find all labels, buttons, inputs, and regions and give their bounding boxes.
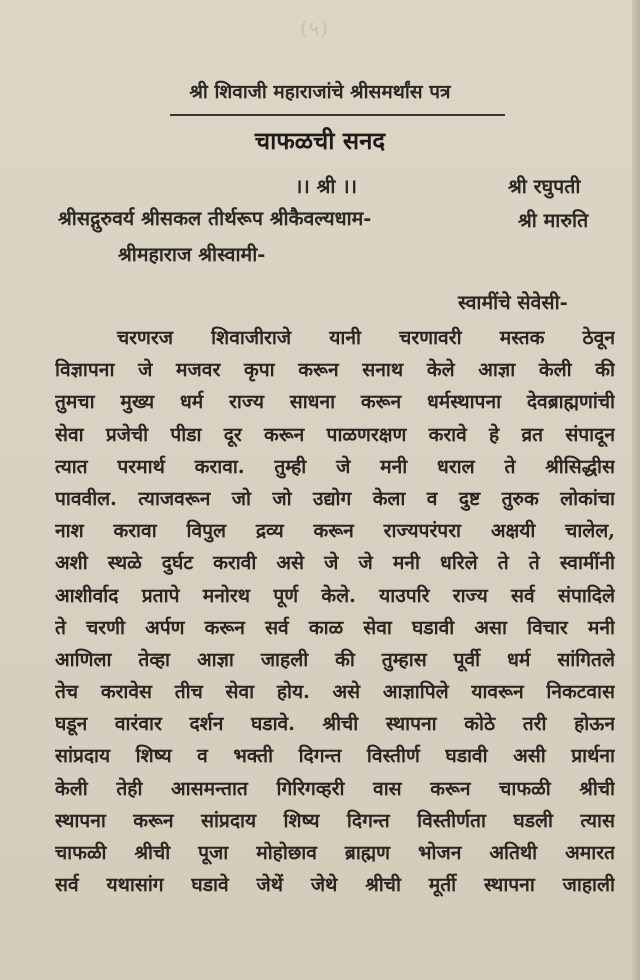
body-line: घडून वारंवार दर्शन घडावे. श्रीची स्थापना कोठे तरी होऊन bbox=[55, 712, 615, 736]
body-line: केली तेही आसमन्तात गिरिगव्हरी वास करून चाफळी श्रीची bbox=[55, 776, 615, 800]
invocation-right-1: श्री रघुपती bbox=[508, 175, 581, 198]
body-line: तुमचा मुख्य धर्म राज्य साधना करून धर्मस्थापना देवब्राह्मणांची bbox=[55, 390, 615, 414]
body-line: त्यात परमार्थ करावा. तुम्ही जे मनी धराल ते श्रीसिद्धीस bbox=[55, 454, 615, 478]
body-line: सांप्रदाय शिष्य व भक्ती दिगन्त विस्तीर्ण घडावी असी प्रार्थना bbox=[55, 744, 615, 768]
body-line: चाफळी श्रीची पूजा मोहोछाव ब्राह्मण भोजन अतिथी अमारत bbox=[55, 841, 615, 864]
body-line: विज्ञापना जे मजवर कृपा करून सनाथ केले आज्ञा केली की bbox=[55, 358, 615, 382]
body-line: सर्व यथासांग घडावे जेथें जेथे श्रीची मूर्ती स्थापना जाहाली bbox=[55, 873, 615, 897]
body-line: अशी स्थळे दुर्घट करावी असे जे जे मनी धरिले ते ते स्वामींनी bbox=[55, 551, 615, 575]
document-title: चाफळची सनद bbox=[254, 126, 386, 155]
body-line: ते चरणी अर्पण करून सर्व काळ सेवा घडावी असा विचार मनी bbox=[55, 615, 615, 639]
address-line-2: श्रीमहाराज श्रीस्वामी- bbox=[118, 243, 266, 266]
body-line: सेवा प्रजेची पीडा दूर करून पाळणरक्षण करावे हे व्रत संपादून bbox=[55, 422, 615, 446]
body-line: नाश करावा विपुल द्रव्य करून राज्यपरंपरा अक्षयी चालेल, bbox=[55, 519, 615, 543]
invocation-center: ।। श्री ।। bbox=[295, 175, 357, 198]
body-line: आशीर्वाद प्रतापे मनोरथ पूर्ण केले. याउपरि राज्य सर्व संपादिले bbox=[55, 583, 615, 607]
body-line: पाववील. त्याजवरून जो जो उद्योग केला व दुष्ट तुरुक लोकांचा bbox=[55, 486, 615, 510]
body-line: तेच करावेस तीच सेवा होय. असे आज्ञापिले यावरून निकटवास bbox=[55, 680, 615, 704]
salutation: स्वामींचे सेवेसी- bbox=[458, 291, 568, 314]
header-rule bbox=[170, 114, 505, 116]
invocation-right-2: श्री मारुति bbox=[518, 209, 589, 232]
address-line: श्रीसद्गुरुवर्य श्रीसकल तीर्थरूप श्रीकैवल्यधाम- bbox=[58, 207, 372, 230]
body-line: आणिला तेव्हा आज्ञा जाहली की तुम्हास पूर्वी धर्म सांगितले bbox=[55, 647, 615, 671]
letter-body bbox=[55, 322, 615, 901]
page-number: (५) bbox=[300, 16, 330, 40]
body-line: स्थापना करून सांप्रदाय शिष्य दिगन्त विस्तीर्णता घडली त्यास bbox=[55, 808, 615, 832]
body-line: चरणरज शिवाजीराजे यानी चरणावरी मस्तक ठेवून bbox=[117, 326, 615, 349]
page-header: श्री शिवाजी महाराजांचे श्रीसमर्थांस पत्र bbox=[189, 81, 451, 103]
